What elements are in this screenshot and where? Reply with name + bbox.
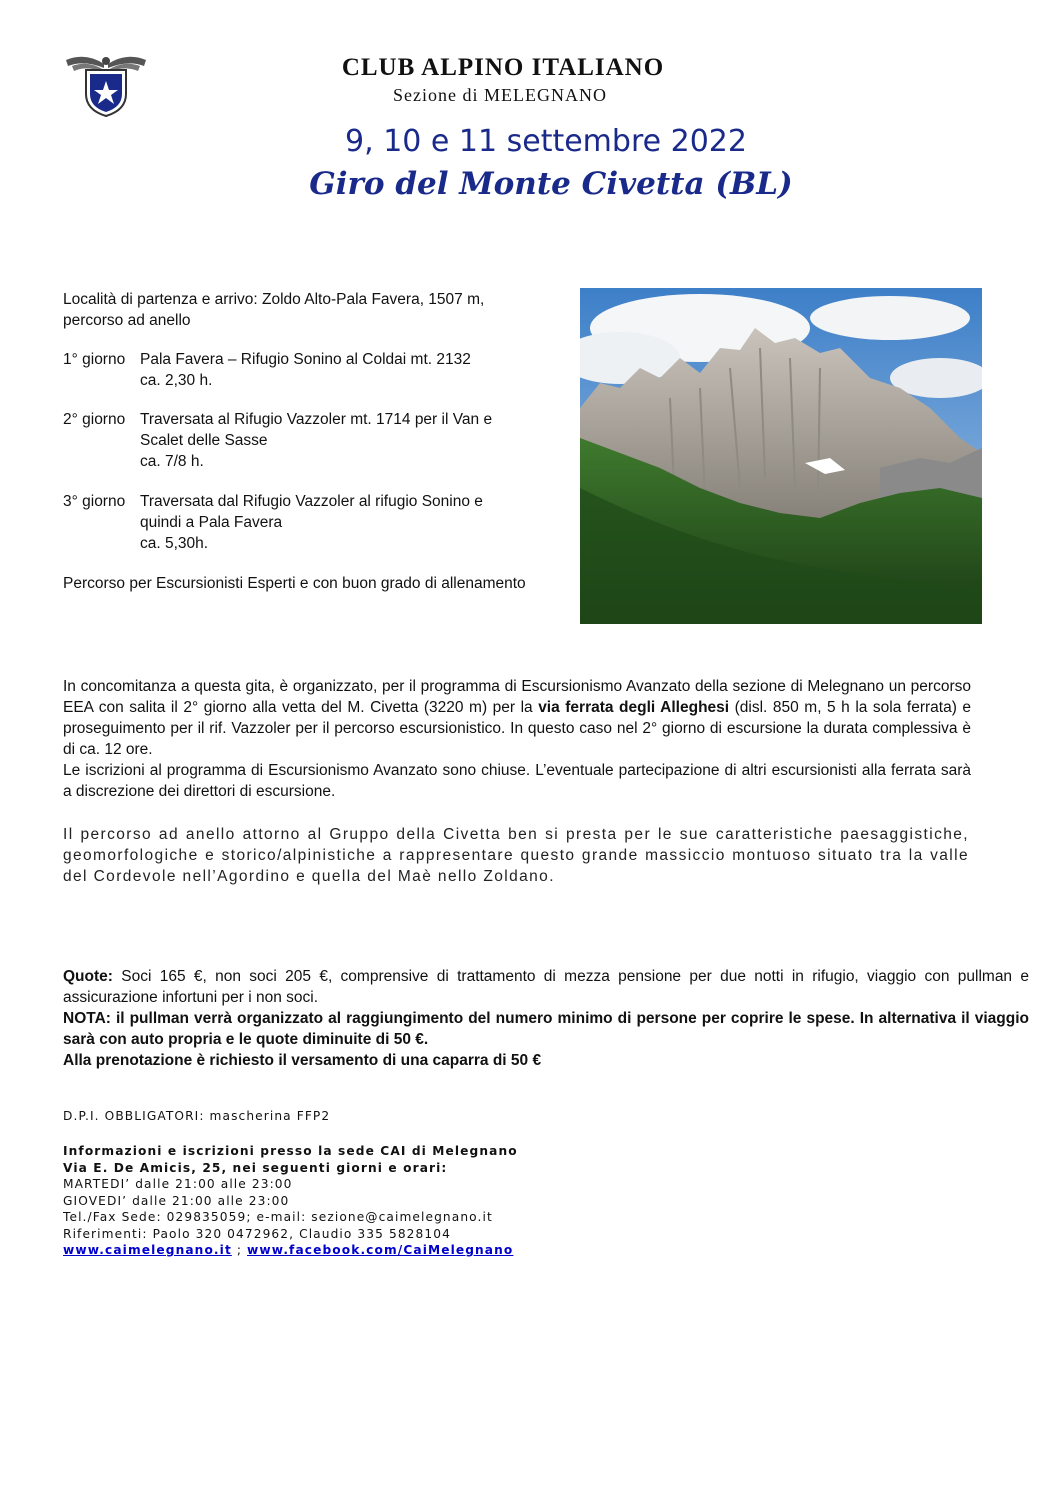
info-line: MARTEDI’ dalle 21:00 alle 23:00 <box>63 1177 293 1191</box>
day-route: Traversata dal Rifugio Vazzoler al rifugio Sonino e <box>140 493 483 510</box>
day-duration: ca. 5,30h. <box>140 535 209 552</box>
day-label: 1° giorno <box>63 351 126 368</box>
start-location-line: Località di partenza e arrivo: Zoldo Alto-Pala Favera, 1507 m, <box>63 291 485 308</box>
quote-line <box>63 966 1029 1008</box>
day-2 <box>63 409 573 472</box>
day-duration: ca. 2,30 h. <box>140 372 213 389</box>
info-line: Via E. De Amicis, 25, nei seguenti giorni e orari: <box>63 1160 448 1175</box>
day-label: 2° giorno <box>63 411 126 428</box>
day-1 <box>63 349 573 391</box>
website-link[interactable]: www.caimelegnano.it <box>63 1243 232 1257</box>
day-route: Pala Favera – Rifugio Sonino al Coldai mt. 2132 <box>140 351 471 368</box>
facebook-link[interactable]: www.facebook.com/CaiMelegnano <box>247 1243 514 1257</box>
info-line: Tel./Fax Sede: 029835059; e-mail: sezione@caimelegnano.it <box>63 1210 493 1224</box>
start-location-line: percorso ad anello <box>63 312 191 329</box>
day-3 <box>63 491 573 554</box>
info-line: Riferimenti: Paolo 320 0472962, Claudio 335 5828104 <box>63 1226 451 1241</box>
civetta-paragraph: Il percorso ad anello attorno al Gruppo della Civetta ben si presta per le sue caratteristiche paesaggistiche, geomorfologiche e storico/alpinistiche a rappresentare questo grande massiccio montuoso situato tra la valle del Cordevole nell’Agordino e quella del Maè nello Zoldano. <box>63 826 969 885</box>
dpi-note: D.P.I. OBBLIGATORI: mascherina FFP2 <box>63 1109 331 1123</box>
quote-block <box>63 966 1029 1071</box>
quote-caparra: Alla prenotazione è richiesto il versamento di una caparra di 50 € <box>63 1052 542 1069</box>
eea-paragraph <box>63 676 971 802</box>
link-separator: ; <box>231 1243 248 1257</box>
org-name: CLUB ALPINO ITALIANO <box>341 54 665 81</box>
info-line: GIOVEDI’ dalle 21:00 alle 23:00 <box>63 1193 290 1208</box>
day-route-cont: quindi a Pala Favera <box>140 514 283 531</box>
start-location <box>63 289 563 331</box>
quote-text: Soci 165 €, non soci 205 €, comprensive di trattamento di mezza pensione per due notti in rifugio, viaggio con pullman e assicurazione infortuni per i non soci. <box>63 968 1029 1006</box>
event-title: Giro del Monte Civetta (BL) <box>309 166 793 202</box>
eea-ferrata: via ferrata degli Alleghesi <box>538 699 730 716</box>
level-note: Percorso per Escursionisti Esperti e con buon grado di allenamento <box>63 575 526 592</box>
day-route: Traversata al Rifugio Vazzoler mt. 1714 per il Van e <box>140 411 493 428</box>
eea-registration-note: Le iscrizioni al programma di Escursionismo Avanzato sono chiuse. L’eventuale partecipazione di altri escursionisti alla ferrata sarà a discrezione dei direttori di escursione. <box>63 762 971 800</box>
eea-text: In concomitanza a questa gita, è organizzato, per il programma di Escursionismo Avanzato della sezione di Melegnano un percorso EEA con salita il 2° giorno alla vetta del M. Civetta (3220 m) per la <box>63 678 971 716</box>
org-section: Sezione di MELEGNANO <box>393 85 607 105</box>
day-duration: ca. 7/8 h. <box>140 453 204 470</box>
links-line <box>63 1242 518 1259</box>
info-block <box>63 1143 518 1259</box>
event-date: 9, 10 e 11 settembre 2022 <box>345 124 747 159</box>
info-line: Informazioni e iscrizioni presso la sede CAI di Melegnano <box>63 1144 518 1158</box>
day-label: 3° giorno <box>63 493 126 510</box>
quote-label: Quote: <box>63 968 113 985</box>
mountain-photo <box>580 288 982 624</box>
quote-nota: NOTA: il pullman verrà organizzato al raggiungimento del numero minimo di persone per coprire le spese. In alternativa il viaggio sarà con auto propria e le quote diminuite di 50 €. <box>63 1010 1029 1048</box>
eea-text-block <box>63 676 971 760</box>
eea-text: (disl. 850 m, 5 h la sola ferrata) e proseguimento per il rif. Vazzoler per il percorso escursionistico. In questo caso nel 2° giorno di escursione la durata complessiva è di ca. 12 ore. <box>63 699 972 758</box>
day-route-cont: Scalet delle Sasse <box>140 432 268 449</box>
